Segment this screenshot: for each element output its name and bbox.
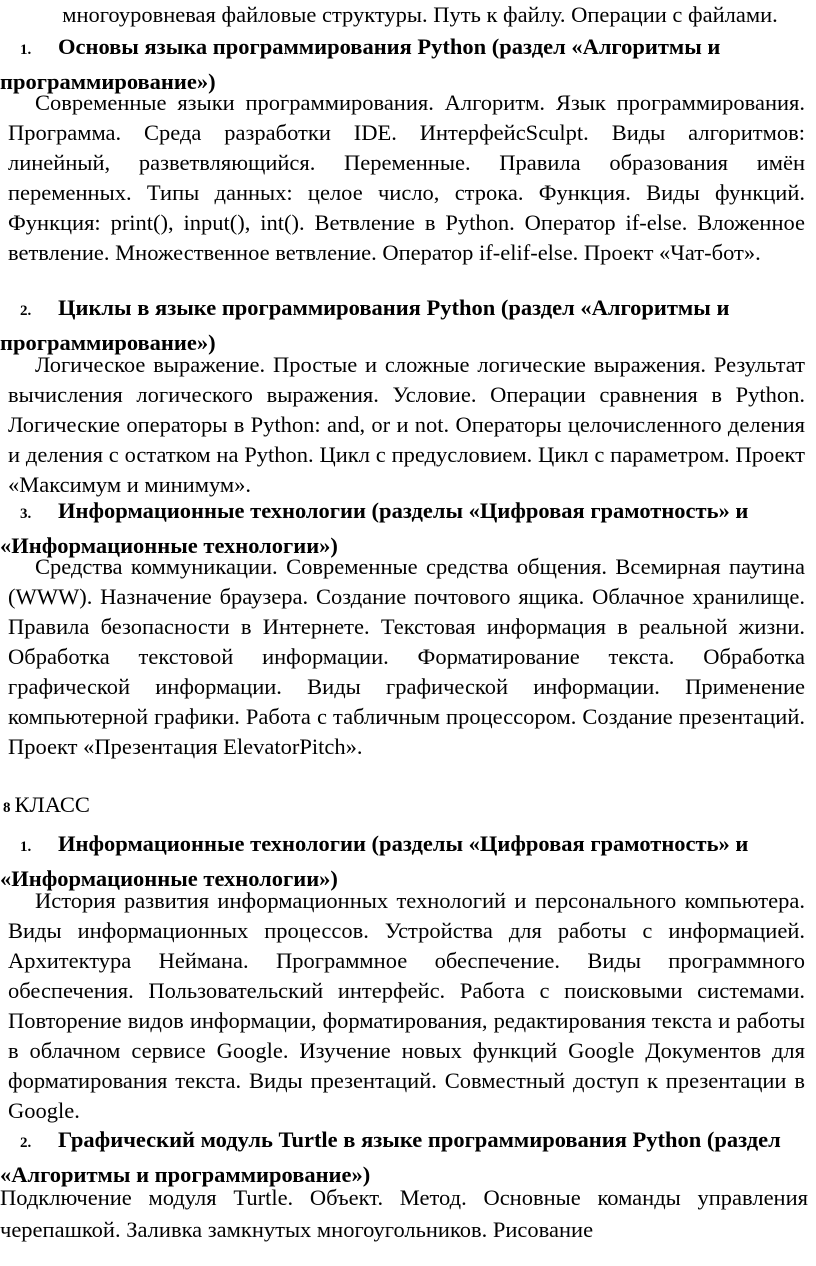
section-body: История развития информационных технологий и персонального компьютера. Виды информационных процессов. Устройства для работы с информацией. Архитектура Неймана. Программное обеспечение. Виды программного обеспечения. Пользовательский интерфейс. Работа с поисковыми системами. Повторение видов информации, форматирования, редактирования текста и работы в облачном сервисе Google. Изучение новых функций Google Документов для форматирования текста. Виды презентаций. Совместный доступ к презентации в Google. [8,888,805,1123]
section-title: Основы языка программирования Python (раздел «Алгоритмы и программирование») [0,34,721,94]
section-heading [0,1124,808,1190]
class-label [3,790,90,823]
section-number: 2. [20,1135,32,1151]
section-body: Современные языки программирования. Алгоритм. Язык программирования. Программа. Среда разработки IDE. ИнтерфейсSculpt. Виды алгоритмов: линейный, разветвляющийся. Переменные. Правила образования имён переменных. Типы данных: целое число, строка. Функция. Виды функций. Функция: print(), input(), int(). Ветвление в Python. Оператор if-else. Вложенное ветвление. Множественное ветвление. Оператор if-elif-else. Проект «Чат-бот». [8,90,805,265]
section-body: Логическое выражение. Простые и сложные логические выражения. Результат вычисления логического выражения. Условие. Операции сравнения в Python. Логические операторы в Python: and, or и not. Операторы целочисленного деления и деления с остатком на Python. Цикл с предусловием. Цикл с параметром. Проект «Максимум и минимум». [8,352,805,497]
section-number: 3. [20,506,32,522]
section-title: Информационные технологии (разделы «Цифровая грамотность» и «Информационные технологии») [0,498,749,558]
section-number: 1. [20,839,32,855]
class-number: 8 [3,800,11,816]
section-body: Подключение модуля Turtle. Объект. Метод. Основные команды управления черепашкой. Заливка замкнутых многоугольников. Рисование [0,1185,808,1242]
continuation-line: многоуровневая файловые структуры. Путь к файлу. Операции с файлами. [62,2,778,27]
class-text: КЛАСС [14,792,90,817]
section-title: Информационные технологии (разделы «Цифровая грамотность» и «Информационные технологии») [0,831,749,891]
section-body: Средства коммуникации. Современные средства общения. Всемирная паутина (WWW). Назначение браузера. Создание почтового ящика. Облачное хранилище. Правила безопасности в Интернете. Текстовая информация в реальной жизни. Обработка текстовой информации. Форматирование текста. Обработка графической информации. Виды графической информации. Применение компьютерной графики. Работа с табличным процессором. Создание презентаций. Проект «Презентация ElevatorPitch». [8,554,805,759]
section-heading [0,292,808,358]
section-heading [0,828,808,894]
section-number: 1. [20,42,32,58]
section-title: Графический модуль Turtle в языке программирования Python (раздел «Алгоритмы и программирование») [0,1127,781,1187]
section-title: Циклы в языке программирования Python (раздел «Алгоритмы и программирование») [0,295,730,355]
section-number: 2. [20,303,32,319]
